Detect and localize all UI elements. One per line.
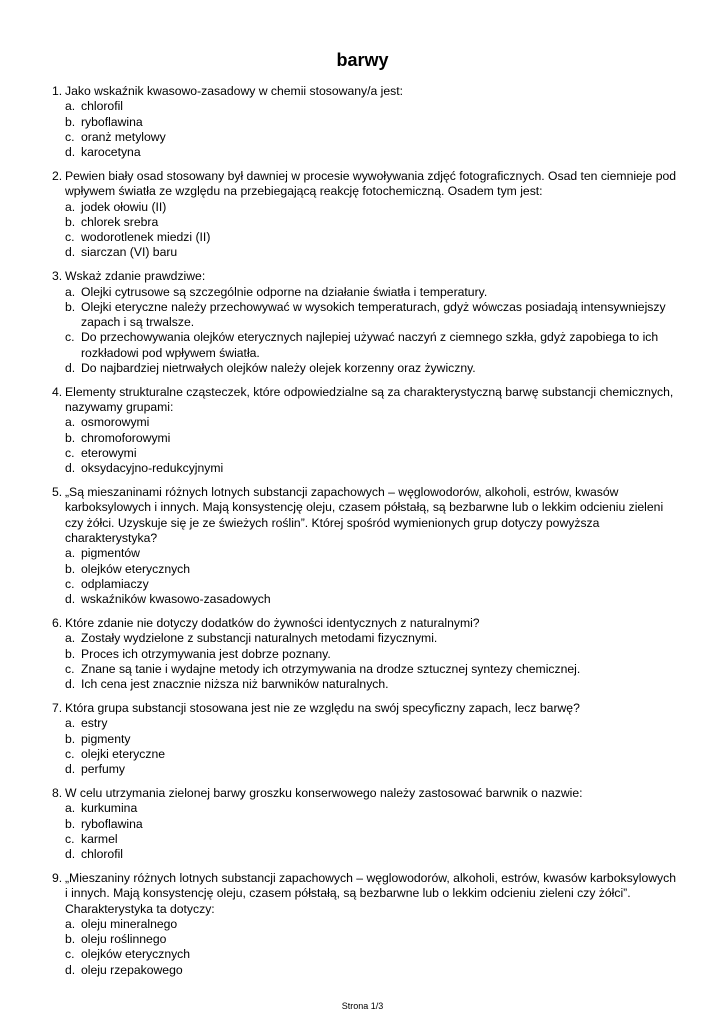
question-stem — [52, 485, 682, 546]
option-letter: c. — [65, 129, 75, 144]
option-letter: a. — [65, 801, 76, 816]
answer-option — [65, 947, 682, 962]
option-letter: b. — [65, 114, 76, 129]
question-number: 8. — [52, 785, 63, 800]
answer-option — [65, 963, 682, 978]
answer-option — [65, 200, 682, 215]
answer-options — [52, 917, 682, 978]
answer-option — [65, 361, 682, 376]
option-text: oksydacyjno-redukcyjnymi — [81, 461, 224, 476]
option-text: ryboflawina — [81, 816, 143, 831]
question-number: 6. — [52, 616, 63, 630]
answer-options — [52, 716, 682, 777]
question-text: Wskaż zdanie prawdziwe: — [65, 269, 206, 284]
option-letter: a. — [65, 916, 76, 931]
question-text: Która grupa substancji stosowana jest nie ze względu na swój specyficzny zapach, lecz barwę? — [65, 700, 580, 715]
option-letter: d. — [65, 461, 76, 476]
answer-option — [65, 677, 682, 692]
option-text: chlorek srebra — [81, 214, 159, 229]
answer-option — [65, 431, 682, 446]
answer-options — [52, 285, 682, 377]
option-letter: b. — [65, 561, 76, 576]
option-text: perfumy — [81, 762, 126, 777]
option-letter: a. — [65, 546, 76, 561]
question-text: Jako wskaźnik kwasowo-zasadowy w chemii stosowany/a jest: — [65, 84, 403, 98]
option-letter: d. — [65, 592, 76, 607]
answer-option — [65, 300, 682, 331]
option-text: osmorowymi — [81, 415, 150, 430]
option-letter: b. — [65, 430, 76, 445]
option-letter: c. — [65, 746, 75, 761]
answer-option — [65, 285, 682, 300]
option-letter: d. — [65, 762, 76, 777]
option-text: oleju rzepakowego — [81, 962, 183, 977]
option-letter: a. — [65, 716, 76, 731]
answer-options — [52, 631, 682, 692]
answer-option — [65, 832, 682, 847]
answer-options — [52, 99, 682, 160]
option-letter: a. — [65, 284, 76, 299]
option-letter: b. — [65, 646, 76, 661]
question-text: W celu utrzymania zielonej barwy groszku konserwowego należy zastosować barwnik o nazwie: — [65, 785, 583, 800]
question-item — [52, 616, 682, 692]
answer-options — [52, 200, 682, 261]
question-stem — [52, 385, 682, 416]
option-text: jodek ołowiu (II) — [81, 199, 167, 214]
option-letter: b. — [65, 816, 76, 831]
question-number: 2. — [52, 168, 63, 183]
option-letter: c. — [65, 230, 75, 245]
answer-option — [65, 115, 682, 130]
answer-option — [65, 562, 682, 577]
question-stem — [52, 84, 682, 99]
answer-option — [65, 99, 682, 114]
option-letter: c. — [65, 947, 75, 962]
answer-option — [65, 546, 682, 561]
option-letter: c. — [65, 330, 75, 345]
option-text: Ich cena jest znacznie niższa niż barwników naturalnych. — [81, 677, 389, 692]
option-letter: c. — [65, 831, 75, 846]
question-text: Elementy strukturalne cząsteczek, które odpowiedzialne są za charakterystyczną barwę substancji chemicznych, nazywamy grupami: — [65, 384, 674, 415]
answer-option — [65, 415, 682, 430]
option-text: chromoforowymi — [81, 430, 171, 445]
option-text: chlorofil — [81, 847, 123, 862]
answer-option — [65, 446, 682, 461]
answer-options — [52, 415, 682, 476]
question-stem — [52, 169, 682, 200]
answer-option — [65, 577, 682, 592]
answer-option — [65, 215, 682, 230]
option-letter: d. — [65, 245, 76, 260]
answer-option — [65, 747, 682, 762]
option-letter: c. — [65, 661, 75, 676]
option-text: wskaźników kwasowo-zasadowych — [81, 592, 271, 607]
option-text: olejków eterycznych — [81, 947, 191, 962]
answer-option — [65, 762, 682, 777]
option-letter: c. — [65, 446, 75, 461]
answer-options — [52, 546, 682, 607]
answer-option — [65, 631, 682, 646]
option-text: oleju mineralnego — [81, 916, 178, 931]
option-text: estry — [81, 716, 108, 731]
page-title: barwy — [336, 50, 389, 70]
option-letter: b. — [65, 214, 76, 229]
option-text: ryboflawina — [81, 114, 143, 129]
option-text: Do najbardziej nietrwałych olejków należy olejek korzenny oraz żywiczny. — [81, 361, 476, 376]
option-letter: d. — [65, 677, 76, 692]
question-text: „Mieszaniny różnych lotnych substancji zapachowych – węglowodorów, alkoholi, estrów, kwasów karboksylowych i innych. Mają konsystencję oleju, czasem półstałą, są bezbarwne lub o lekkim odcieniu zieleni czy żółci”. Charakterystyka ta dotyczy: — [65, 870, 677, 916]
question-number: 1. — [52, 84, 63, 98]
option-text: olejki eteryczne — [81, 746, 165, 761]
question-number: 3. — [52, 269, 63, 284]
option-text: pigmenty — [81, 731, 131, 746]
option-text: kurkumina — [81, 801, 138, 816]
option-text: Olejki cytrusowe są szczególnie odporne na działanie światła i temperatury. — [81, 284, 488, 299]
question-number: 9. — [52, 870, 63, 885]
answer-option — [65, 245, 682, 260]
option-letter: a. — [65, 199, 76, 214]
answer-option — [65, 732, 682, 747]
option-text: odplamiaczy — [81, 576, 149, 591]
option-text: karmel — [81, 831, 118, 846]
answer-options — [52, 801, 682, 862]
option-letter: c. — [65, 576, 75, 591]
option-text: pigmentów — [81, 546, 140, 561]
question-text: Które zdanie nie dotyczy dodatków do żywności identycznych z naturalnymi? — [65, 616, 480, 630]
answer-option — [65, 330, 682, 361]
answer-option — [65, 817, 682, 832]
question-text: Pewien biały osad stosowany był dawniej w procesie wywoływania zdjęć fotograficznych. Osad ten ciemnieje pod wpływem światła ze względu na przebiegającą reakcję fotochemiczną. Osadem tym jest: — [65, 168, 677, 199]
answer-option — [65, 847, 682, 862]
option-text: siarczan (VI) baru — [81, 245, 178, 260]
question-number: 5. — [52, 485, 63, 500]
option-letter: d. — [65, 361, 76, 376]
question-item — [52, 84, 682, 160]
answer-option — [65, 230, 682, 245]
question-item — [52, 385, 682, 477]
option-text: Proces ich otrzymywania jest dobrze poznany. — [81, 646, 331, 661]
question-list — [52, 84, 682, 987]
option-text: wodorotlenek miedzi (II) — [81, 230, 211, 245]
question-item — [52, 269, 682, 376]
option-letter: d. — [65, 962, 76, 977]
answer-option — [65, 592, 682, 607]
question-item — [52, 169, 682, 261]
answer-option — [65, 662, 682, 677]
question-stem — [52, 616, 682, 631]
question-item — [52, 485, 682, 607]
question-stem — [52, 701, 682, 716]
answer-option — [65, 461, 682, 476]
answer-option — [65, 647, 682, 662]
question-item — [52, 701, 682, 777]
option-letter: b. — [65, 299, 76, 314]
option-text: Znane są tanie i wydajne metody ich otrzymywania na drodze sztucznej syntezy chemicznej. — [81, 661, 581, 676]
option-letter: d. — [65, 145, 76, 160]
question-number: 7. — [52, 700, 63, 715]
option-text: karocetyna — [81, 145, 141, 160]
option-text: Do przechowywania olejków eterycznych najlepiej używać naczyń z ciemnego szkła, gdyż zapobiega to ich rozkładowi pod wpływem światła. — [81, 330, 659, 360]
option-text: eterowymi — [81, 446, 137, 461]
option-text: oranż metylowy — [81, 129, 166, 144]
option-text: oleju roślinnego — [81, 932, 167, 947]
question-stem — [52, 871, 682, 917]
question-text: „Są mieszaninami różnych lotnych substancji zapachowych – węglowodorów, alkoholi, estrów, kwasów karboksylowych i innych. Mają konsystencję oleju, czasem półstałą, są bezbarwne lub o lekkim odcieniu zieleni czy żółci. Uzyskuje się je ze świeżych roślin”. Której spośród wymienionych grup dotyczy powyższa charakterystyka? — [65, 485, 664, 546]
answer-option — [65, 917, 682, 932]
option-text: Zostały wydzielone z substancji naturalnych metodami fizycznymi. — [81, 631, 438, 646]
question-stem — [52, 786, 682, 801]
option-text: olejków eterycznych — [81, 561, 191, 576]
option-text: chlorofil — [81, 99, 123, 114]
option-letter: a. — [65, 415, 76, 430]
option-letter: a. — [65, 631, 76, 646]
question-stem — [52, 269, 682, 284]
option-text: Olejki eteryczne należy przechowywać w wysokich temperaturach, gdyż wówczas posiadają intensywniejszy zapach i są trwalsze. — [81, 299, 666, 330]
question-item — [52, 786, 682, 862]
option-letter: d. — [65, 847, 76, 862]
option-letter: b. — [65, 932, 76, 947]
answer-option — [65, 716, 682, 731]
option-letter: b. — [65, 731, 76, 746]
answer-option — [65, 130, 682, 145]
question-item — [52, 871, 682, 978]
option-letter: a. — [65, 99, 76, 114]
answer-option — [65, 932, 682, 947]
question-number: 4. — [52, 384, 63, 399]
page-footer: Strona 1/3 — [341, 1001, 384, 1011]
answer-option — [65, 801, 682, 816]
answer-option — [65, 145, 682, 160]
